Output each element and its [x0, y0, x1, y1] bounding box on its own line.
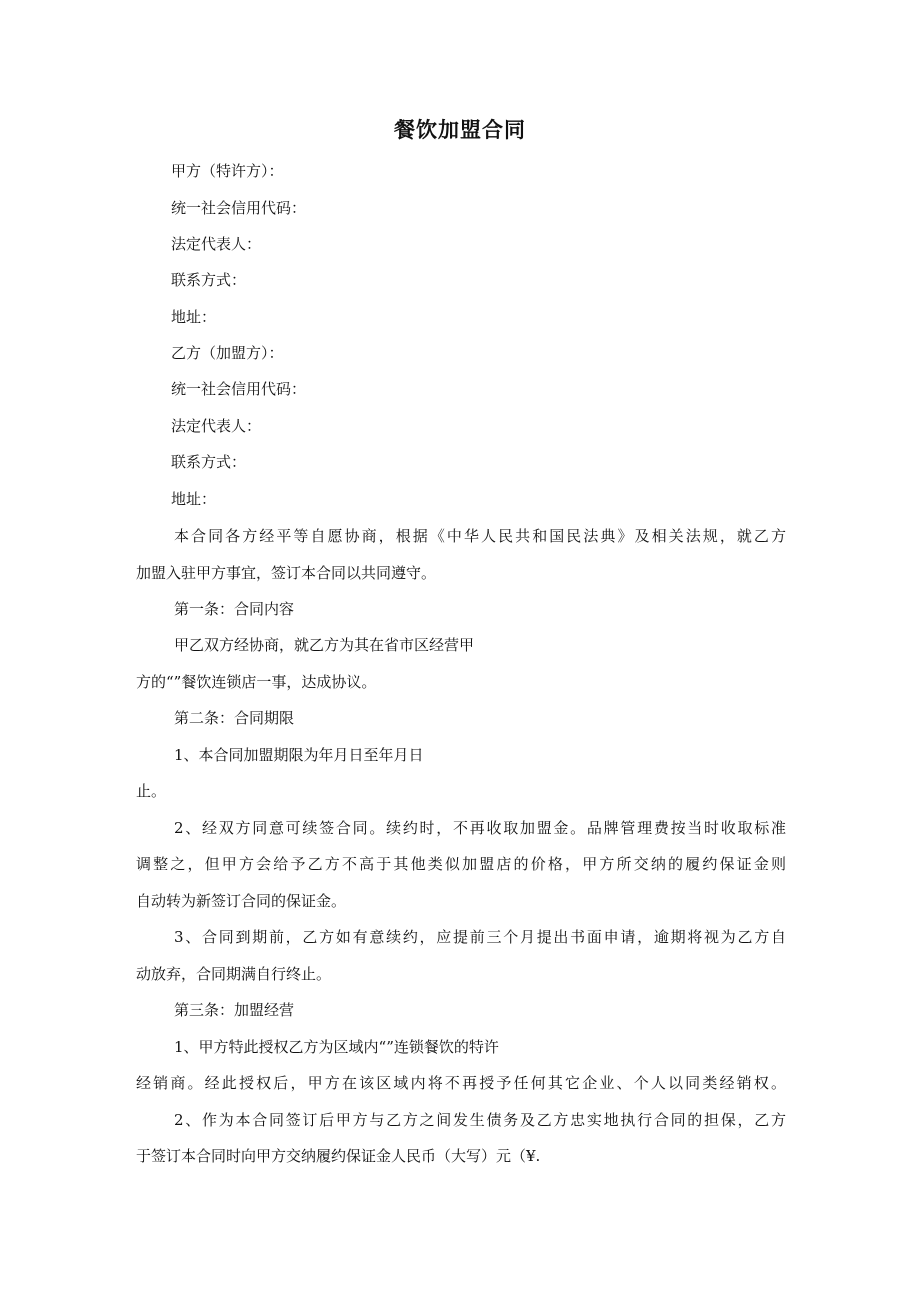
article-1-line-1: 甲乙双方经协商，就乙方为其在省市区经营甲 [174, 636, 475, 654]
party-a-address: 地址： [171, 308, 217, 326]
party-b-label: 乙方（加盟方）： [171, 344, 284, 362]
party-a-legal-rep: 法定代表人： [171, 235, 262, 253]
party-a-credit-code: 统一社会信用代码： [171, 199, 307, 217]
article-2-item-2-line-3: 自动转为新签订合同的保证金。 [136, 892, 347, 910]
article-2-item-1-line-1: 1、本合同加盟期限为年月日至年月日 [174, 746, 424, 764]
article-2-item-1-line-2: 止。 [136, 782, 167, 800]
preamble-line-2: 加盟入驻甲方事宜，签订本合同以共同遵守。 [136, 564, 437, 582]
article-1-line-2: 方的“”餐饮连锁店一事，达成协议。 [136, 673, 377, 691]
article-3-item-1-line-2: 经销商。经此授权后，甲方在该区域内将不再授予任何其它企业、个人以同类经销权。 [136, 1074, 786, 1092]
article-2-item-3-line-2: 动放弃，合同期满自行终止。 [136, 965, 332, 983]
article-3-heading: 第三条：加盟经营 [174, 1001, 295, 1019]
document-title: 餐饮加盟合同 [394, 118, 526, 142]
party-a-label: 甲方（特许方）： [171, 162, 284, 180]
article-2-item-2-line-1: 2、经双方同意可续签合同。续约时，不再收取加盟金。品牌管理费按当时收取标准 [174, 819, 786, 837]
article-2-item-2-line-2: 调整之，但甲方会给予乙方不高于其他类似加盟店的价格，甲方所交纳的履约保证金则 [136, 855, 786, 873]
article-3-item-2-line-2: 于签订本合同时向甲方交纳履约保证金人民币（大写）元（¥. [136, 1147, 541, 1165]
article-1-heading: 第一条：合同内容 [174, 600, 295, 618]
party-b-address: 地址： [171, 490, 217, 508]
preamble-line-1: 本合同各方经平等自愿协商，根据《中华人民共和国民法典》及相关法规，就乙方 [174, 527, 786, 545]
party-a-contact: 联系方式： [171, 271, 247, 289]
party-b-credit-code: 统一社会信用代码： [171, 380, 307, 398]
article-2-item-3-line-1: 3、合同到期前，乙方如有意续约，应提前三个月提出书面申请，逾期将视为乙方自 [174, 928, 786, 946]
party-b-contact: 联系方式： [171, 453, 247, 471]
party-b-legal-rep: 法定代表人： [171, 417, 262, 435]
article-3-item-2-line-1: 2、作为本合同签订后甲方与乙方之间发生债务及乙方忠实地执行合同的担保，乙方 [174, 1111, 786, 1129]
article-2-heading: 第二条：合同期限 [174, 709, 295, 727]
article-3-item-1-line-1: 1、甲方特此授权乙方为区域内“”连锁餐饮的特许 [174, 1038, 499, 1056]
